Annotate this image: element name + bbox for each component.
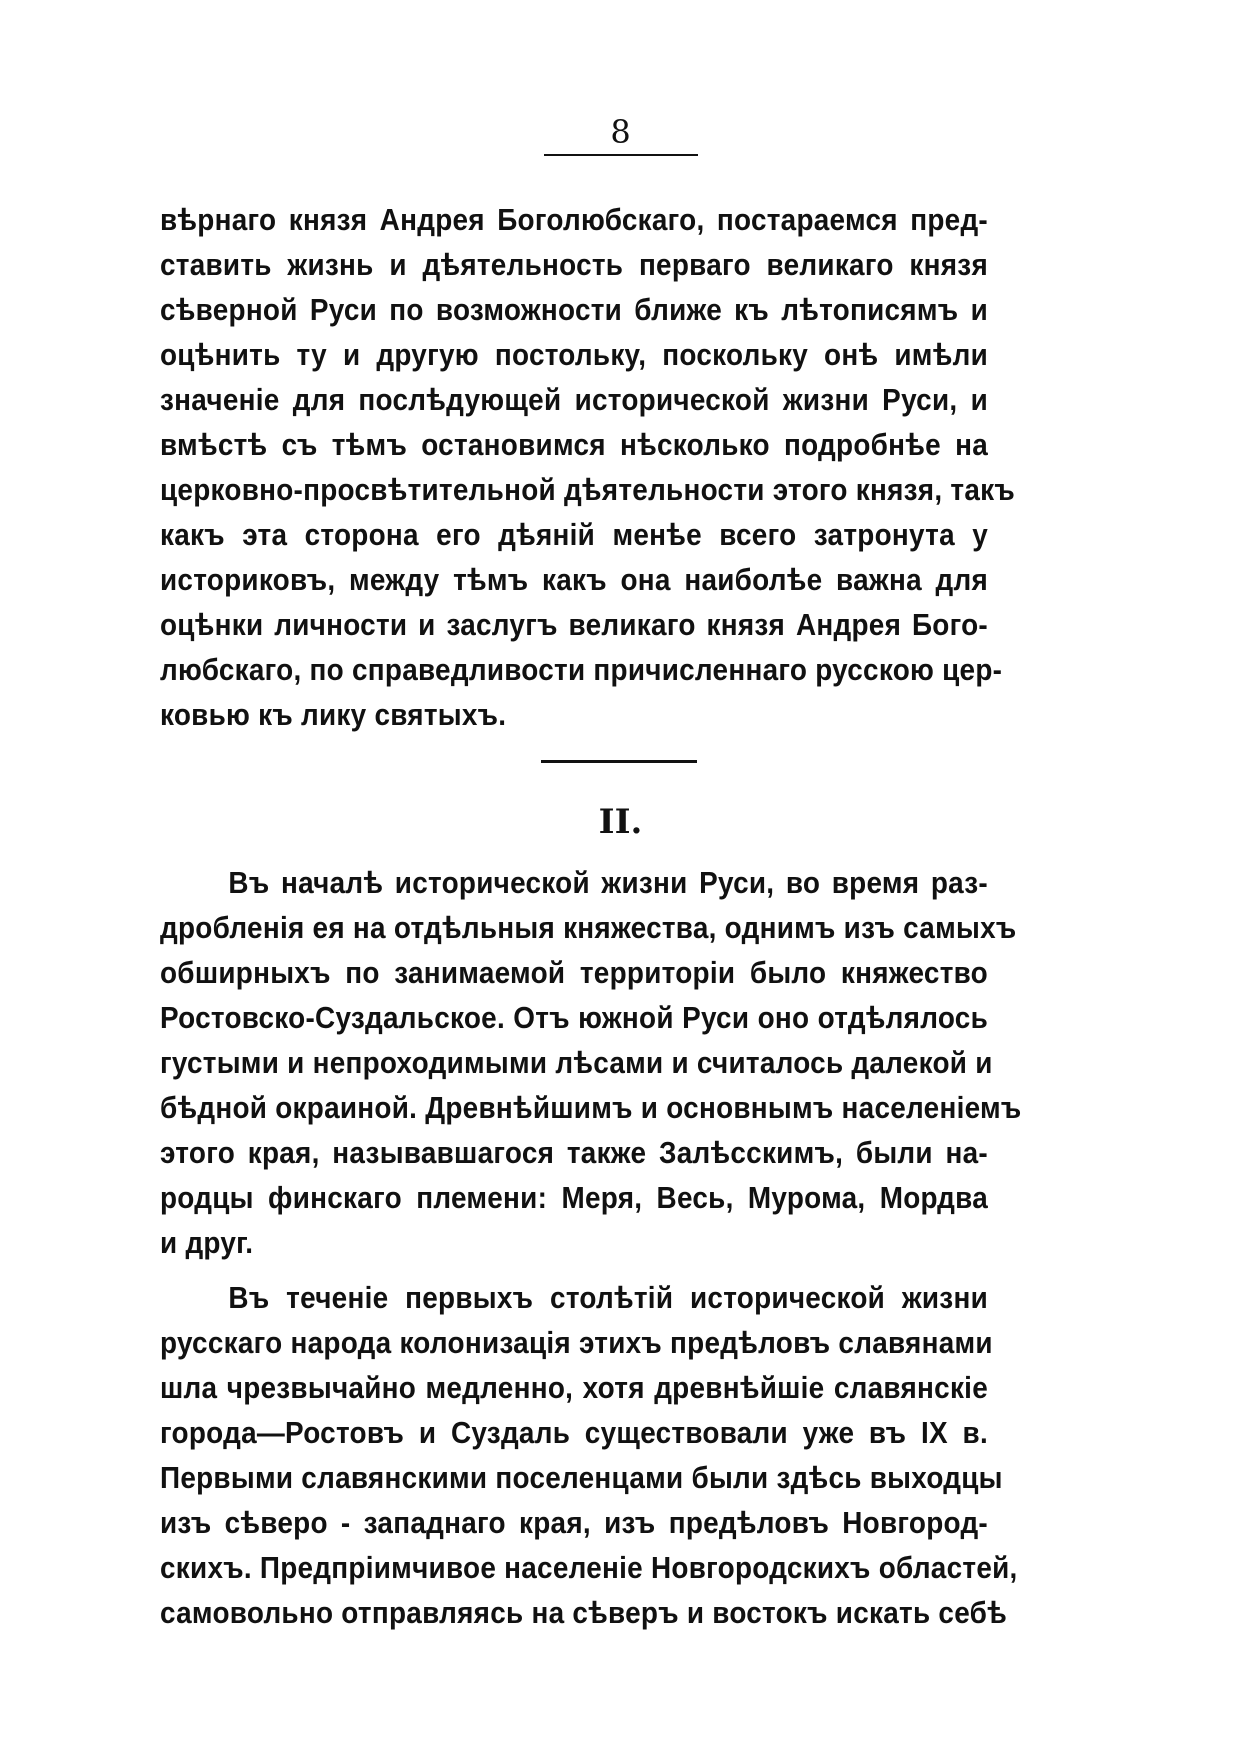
text-line: и друг. [160, 1225, 254, 1260]
text-line: этого края, называвшагося также Залѣсскимъ, были на- [160, 1135, 988, 1170]
text-line: изъ сѣверо - западнаго края, изъ предѣловъ Новгород- [160, 1505, 988, 1540]
text-line: церковно-просвѣтительной дѣятельности этого князя, такъ [160, 472, 1015, 507]
text-line: ставить жизнь и дѣятельность перваго великаго князя [160, 247, 988, 282]
section-rule [541, 760, 697, 763]
text-line: оцѣнки личности и заслугъ великаго князя Андрея Бого- [160, 607, 988, 642]
text-line: какъ эта сторона его дѣяній менѣе всего затронута у [160, 517, 988, 552]
text-line: ковью къ лику святыхъ. [160, 697, 507, 732]
text-line: вѣрнаго князя Андрея Боголюбскаго, постараемся пред- [160, 202, 988, 237]
text-line: Въ началѣ исторической жизни Руси, во время раз- [228, 865, 988, 900]
text-line: любскаго, по справедливости причисленнаго русскою цер- [160, 652, 1003, 687]
paragraph-2 [160, 1275, 1018, 1635]
text-line: Въ теченіе первыхъ столѣтій исторической жизни [228, 1280, 988, 1315]
text-line: родцы финскаго племени: Меря, Весь, Мурома, Мордва [160, 1180, 988, 1215]
text-line: историковъ, между тѣмъ какъ она наиболѣе важна для [160, 562, 988, 597]
page-number: 8 [610, 113, 631, 151]
section-heading: II. [598, 802, 643, 842]
text-line: густыми и непроходимыми лѣсами и считалось далекой и [160, 1045, 993, 1080]
paragraph-1 [160, 860, 1022, 1265]
text-line: русскаго народа колонизація этихъ предѣловъ славянами [160, 1325, 993, 1360]
header-rule [544, 154, 698, 156]
text-line: скихъ. Предпріимчивое населеніе Новгородскихъ областей, [160, 1550, 1018, 1585]
text-line: города—Ростовъ и Суздаль существовали уже въ IX в. [160, 1415, 988, 1450]
text-line: Ростовско-Суздальское. Отъ южной Руси оно отдѣлялось [160, 1000, 988, 1035]
text-line: сѣверной Руси по возможности ближе къ лѣтописямъ и [160, 292, 988, 327]
text-line: самовольно отправляясь на сѣверъ и востокъ искать себѣ [160, 1595, 1007, 1630]
paragraph-continuation [160, 197, 1015, 737]
text-line: шла чрезвычайно медленно, хотя древнѣйшіе славянскіе [160, 1370, 988, 1405]
text-line: Первыми славянскими поселенцами были здѣсь выходцы [160, 1460, 1003, 1495]
text-line: бѣдной окраиной. Древнѣйшимъ и основнымъ населеніемъ [160, 1090, 1022, 1125]
text-line: обширныхъ по занимаемой территоріи было княжество [160, 955, 988, 990]
text-line: значеніе для послѣдующей исторической жизни Руси, и [160, 382, 988, 417]
text-line: дробленія ея на отдѣльныя княжества, однимъ изъ самыхъ [160, 910, 1017, 945]
text-line: оцѣнить ту и другую постольку, поскольку онѣ имѣли [160, 337, 988, 372]
text-line: вмѣстѣ съ тѣмъ остановимся нѣсколько подробнѣе на [160, 427, 988, 462]
